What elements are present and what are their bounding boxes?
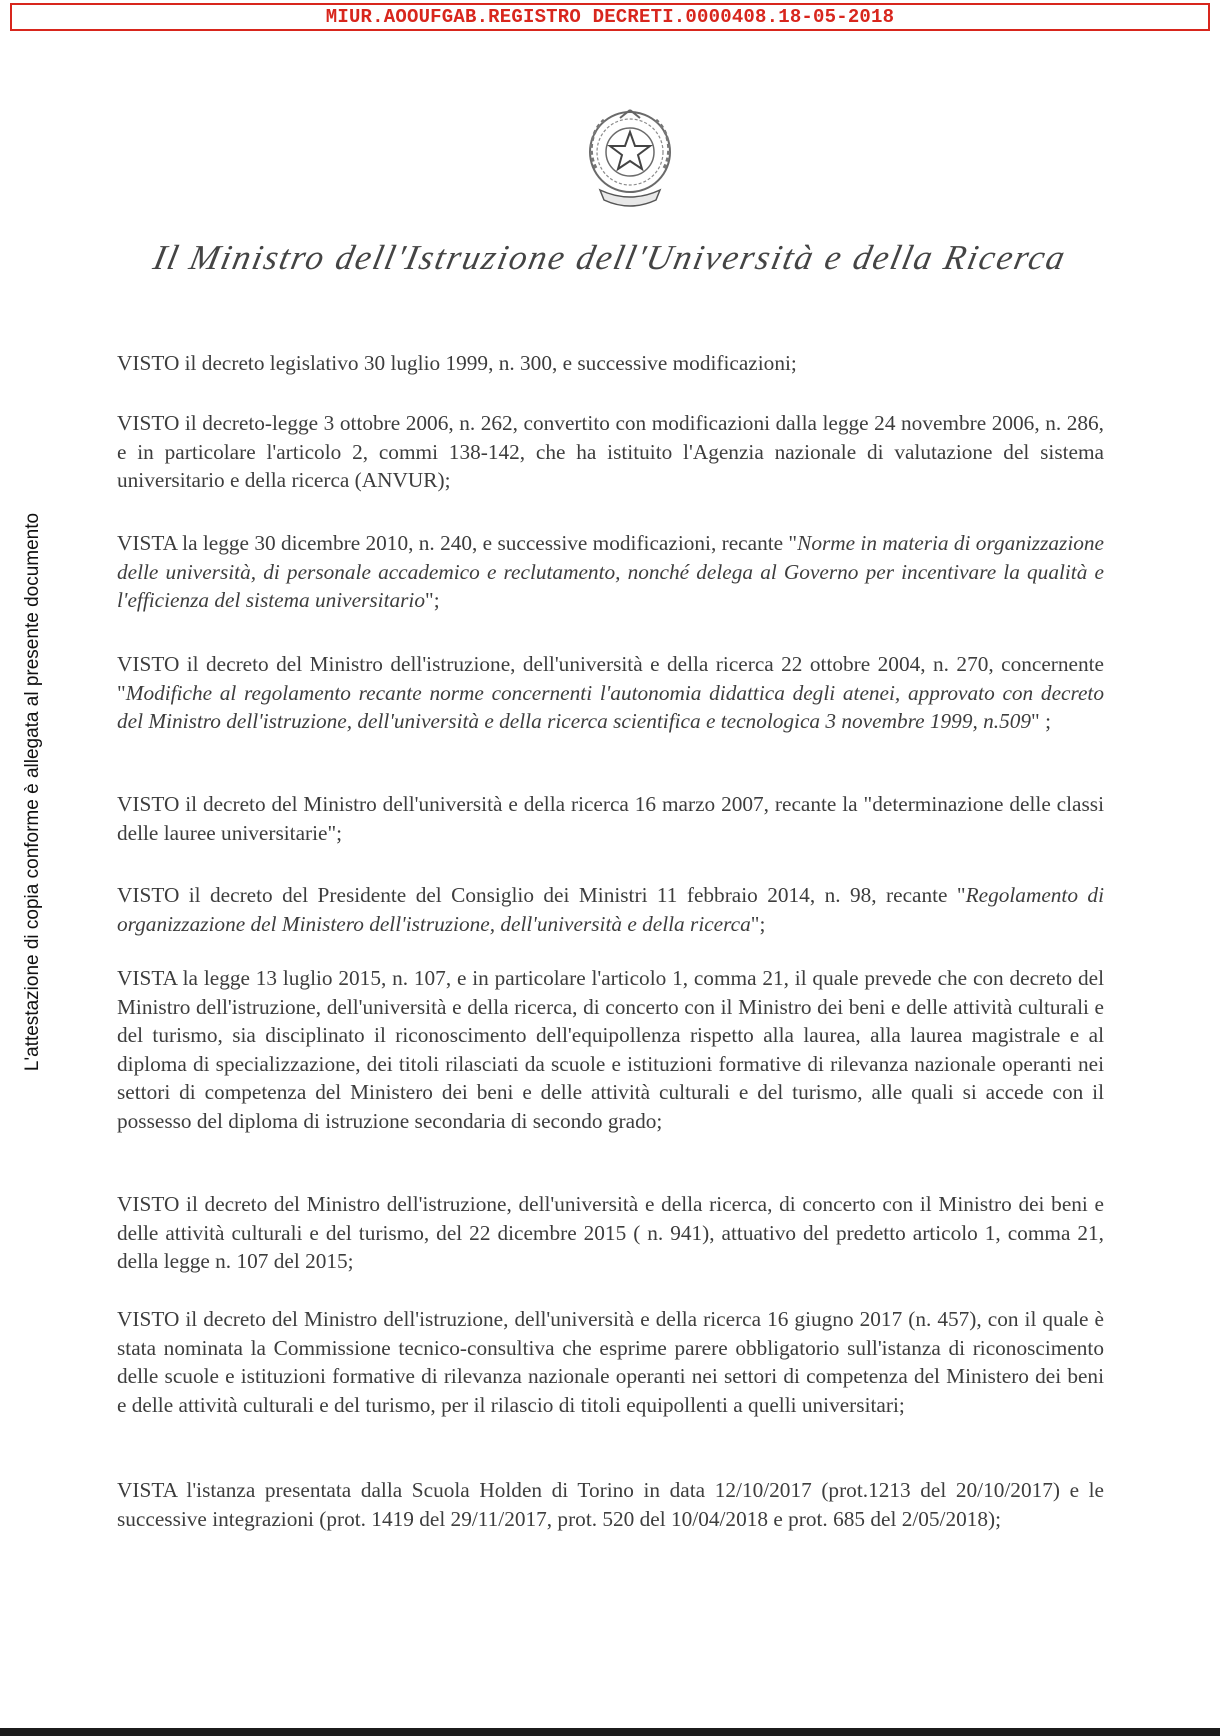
paragraph-text: VISTO il decreto legislativo 30 luglio 1999, n. 300, e successive modificazioni; — [117, 351, 797, 375]
paragraph-text: VISTO il decreto del Ministro dell'istruzione, dell'università e della ricerca 16 giugno 2017 (n. 457), con il quale è stata nominata la Commissione tecnico-consultiva che esprime parere obbligatorio sull'istanza di riconoscimento delle scuole e istituzioni formative di rilevanza nazionale operanti nei settori di competenza del Ministero dei beni e delle attività culturali e del turismo, per il rilascio di titoli equipollenti a quelli universitari; — [117, 1307, 1104, 1417]
protocol-number: MIUR.AOOUFGAB.REGISTRO DECRETI.0000408.18-05-2018 — [325, 6, 895, 28]
italian-republic-emblem-icon — [582, 106, 678, 212]
paragraph-visto-dm-2007 — [117, 790, 1104, 847]
paragraph-italic-title: Regolamento di organizzazione del Ministero dell'istruzione, dell'università e della ricerca — [117, 883, 1104, 936]
paragraph-vista-istanza-holden — [117, 1476, 1104, 1533]
paragraph-visto-dm-941 — [117, 1190, 1104, 1276]
paragraph-visto-dlgs-300 — [117, 349, 1104, 378]
page-bottom-edge — [0, 1728, 1220, 1736]
paragraph-vista-legge-107 — [117, 964, 1104, 1135]
paragraph-italic-title: Norme in materia di organizzazione delle università, di personale accademico e reclutamento, nonché delega al Governo per incentivare la qualità e l'efficienza del sistema universitario — [117, 531, 1104, 612]
paragraph-visto-dpcm-98 — [117, 881, 1104, 938]
certification-side-note: L'attestazione di copia conforme è allegata al presente documento — [22, 512, 43, 1072]
page-title: Il Ministro dell'Istruzione dell'Università e della Ricerca — [150, 238, 1071, 277]
paragraph-text: VISTO il decreto del Presidente del Consiglio dei Ministri 11 febbraio 2014, n. 98, recante " — [117, 883, 966, 907]
paragraph-text: VISTA la legge 30 dicembre 2010, n. 240, e successive modificazioni, recante " — [117, 531, 798, 555]
paragraph-text: VISTO il decreto-legge 3 ottobre 2006, n. 262, convertito con modificazioni dalla legge 24 novembre 2006, n. 286, e in particolare l'articolo 2, commi 138-142, che ha istituito l'Agenzia nazionale di valutazione del sistema universitario e della ricerca (ANVUR); — [117, 411, 1104, 492]
paragraph-text: VISTA l'istanza presentata dalla Scuola Holden di Torino in data 12/10/2017 (prot.1213 del 20/10/2017) e le successive integrazioni (prot. 1419 del 29/11/2017, prot. 520 del 10/04/2018 e prot. 685 del 2/05/2018); — [117, 1478, 1104, 1531]
paragraph-visto-dl-262 — [117, 409, 1104, 495]
paragraph-visto-dm-457 — [117, 1305, 1104, 1419]
paragraph-tail: " ; — [1031, 709, 1051, 733]
paragraph-vista-legge-240 — [117, 529, 1104, 615]
paragraph-text: VISTO il decreto del Ministro dell'istruzione, dell'università e della ricerca 22 ottobre 2004, n. 270, concernente " — [117, 652, 1104, 705]
emblem-graphic — [582, 106, 678, 212]
protocol-stamp — [10, 3, 1210, 31]
paragraph-text: VISTO il decreto del Ministro dell'istruzione, dell'università e della ricerca, di concerto con il Ministro dei beni e delle attività culturali e del turismo, del 22 dicembre 2015 ( n. 941), attuativo del predetto articolo 1, comma 21, della legge n. 107 del 2015; — [117, 1192, 1104, 1273]
paragraph-tail: "; — [425, 588, 440, 612]
paragraph-text: VISTO il decreto del Ministro dell'università e della ricerca 16 marzo 2007, recante la "determinazione delle classi delle lauree universitarie"; — [117, 792, 1104, 845]
paragraph-visto-dm-270 — [117, 650, 1104, 736]
paragraph-tail: "; — [750, 911, 766, 936]
paragraph-italic-title: Modifiche al regolamento recante norme concernenti l'autonomia didattica degli atenei, approvato con decreto del Ministro dell'istruzione, dell'università e della ricerca scientifica e tecnologica 3 novembre 1999, n.509 — [117, 680, 1104, 733]
paragraph-text: VISTA la legge 13 luglio 2015, n. 107, e in particolare l'articolo 1, comma 21, il quale prevede che con decreto del Ministro dell'istruzione, dell'università e della ricerca, di concerto con il Ministro dei beni e delle attività culturali e del turismo, sia disciplinato il riconoscimento dell'equipollenza rispetto alla laurea, alla laurea magistrale e al diploma di specializzazione, dei titoli rilasciati da scuole e istituzioni formative di rilevanza nazionale operanti nei settori di competenza del Ministero dei beni e delle attività culturali e del turismo, alle quali si accede con il possesso del diploma di istruzione secondaria di secondo grado; — [117, 966, 1104, 1133]
